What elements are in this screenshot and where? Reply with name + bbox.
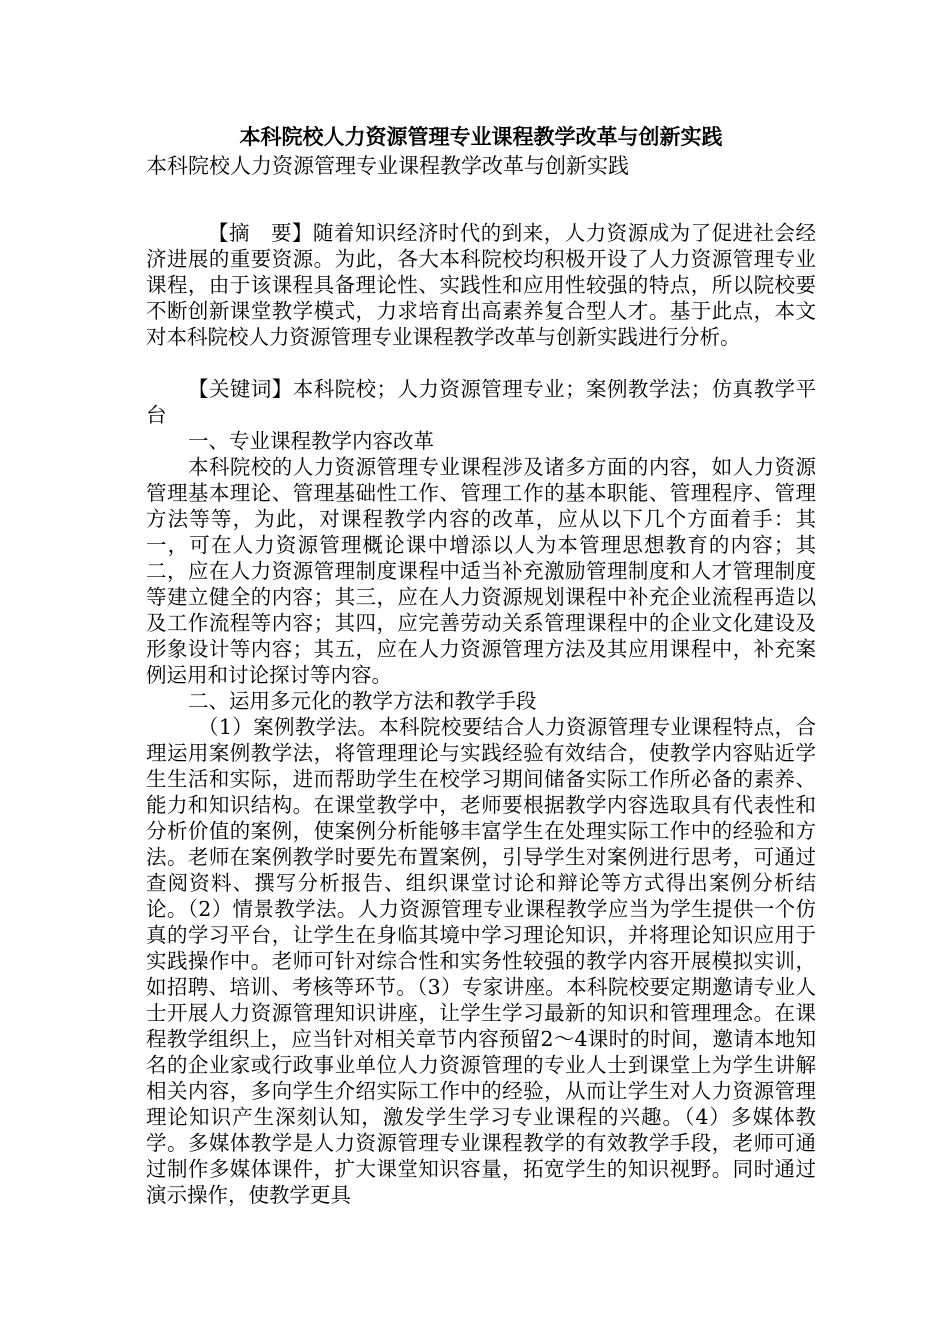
document-subtitle: 本科院校人力资源管理专业课程教学改革与创新实践 [146, 154, 629, 178]
section-2-body: （1）案例教学法。本科院校要结合人力资源管理专业课程特点，合理运用案例教学法，将管理理论与实践经验有效结合，使教学内容贴近学生生活和实际，进而帮助学生在校学习期间储备实际工作所必备的素养、能力和知识结构。在课堂教学中，老师要根据教学内容选取具有代表性和分析价值的案例，使案例分析能够丰富学生在处理实际工作中的经验和方法。老师在案例教学时要先布置案例，引导学生对案例进行思考，可通过查阅资料、撰写分析报告、组织课堂讨论和辩论等方式得出案例分析结论。（2）情景教学法。人力资源管理专业课程教学应当为学生提供一个仿真的学习平台，让学生在身临其境中学习理论知识，并将理论知识应用于实践操作中。老师可针对综合性和实务性较强的教学内容开展模拟实训，如招聘、培训、考核等环节。（3）专家讲座。本科院校要定期邀请专业人士开展人力资源管理知识讲座，让学生学习最新的知识和管理理念。在课程教学组织上，应当针对相关章节内容预留2～4课时的时间，邀请本地知名的企业家或行政事业单位人力资源管理的专业人士到课堂上为学生讲解相关内容，多向学生介绍实际工作中的经验，从而让学生对人力资源管理理论知识产生深刻认知，激发学生学习专业课程的兴趣。（4）多媒体教学。多媒体教学是人力资源管理专业课程教学的有效教学手段，老师可通过制作多媒体课件，扩大课堂知识容量，拓宽学生的知识视野。同时通过演示操作，使教学更具 [146, 715, 816, 1207]
abstract-paragraph: 【摘 要】随着知识经济时代的到来，人力资源成为了促进社会经济进展的重要资源。为此，各大本科院校均积极开设了人力资源管理专业课程，由于该课程具备理论性、实践性和应用性较强的特点，所以院校要不断创新课堂教学模式，力求培育出高素养复合型人才。基于此点，本文对本科院校人力资源管理专业课程教学改革与创新实践进行分析。 [146, 221, 816, 349]
section-1-heading: 一、专业课程教学内容改革 [188, 429, 434, 453]
section-1-body: 本科院校的人力资源管理专业课程涉及诸多方面的内容，如人力资源管理基本理论、管理基础性工作、管理工作的基本职能、管理程序、管理方法等等，为此，对课程教学内容的改革，应从以下几个方面着手：其一，可在人力资源管理概论课中增添以人为本管理思想教育的内容；其二，应在人力资源管理制度课程中适当补充激励管理制度和人才管理制度等建立健全的内容；其三，应在人力资源规划课程中补充企业流程再造以及工作流程等内容；其四，应完善劳动关系管理课程中的企业文化建设及形象设计等内容；其五，应在人力资源管理方法及其应用课程中，补充案例运用和讨论探讨等内容。 [146, 455, 816, 687]
section-2-heading: 二、运用多元化的教学方法和教学手段 [188, 689, 537, 713]
keywords-paragraph: 【关键词】本科院校；人力资源管理专业；案例教学法；仿真教学平台 [146, 377, 816, 427]
document-title: 本科院校人力资源管理专业课程教学改革与创新实践 [239, 125, 723, 149]
document-page [146, 122, 816, 1208]
